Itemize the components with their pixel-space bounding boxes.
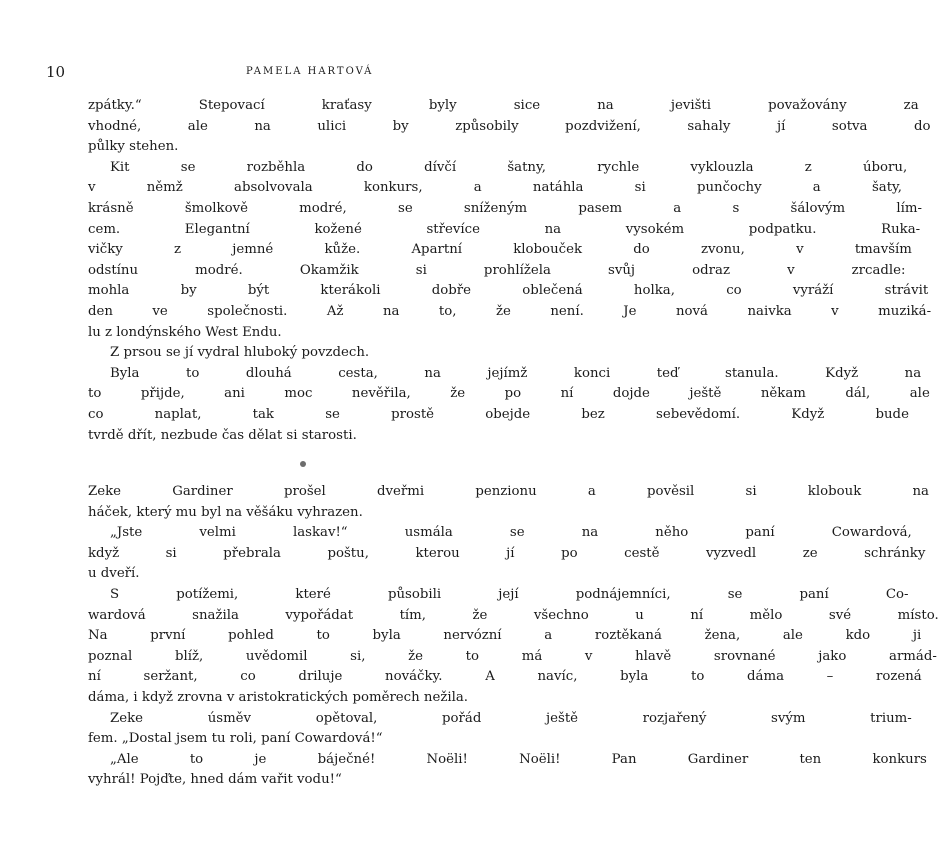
- text-line: zpátky.“ Stepovací kraťasy byly sice na jevišti považovány za: [88, 98, 919, 113]
- bullet-ornament-icon: [300, 461, 306, 467]
- text-line: „Jste velmi laskav!“ usmála se na něho paní Cowardová,: [110, 525, 912, 541]
- paragraph: [88, 482, 929, 523]
- running-head-author: PAMELA HARTOVÁ: [246, 66, 374, 77]
- text-line: den ve společnosti. Až na to, že není. Je nová naivka v muziká-: [88, 303, 932, 319]
- text-line: co naplat, tak se prostě obejde bez sebevědomí. Když bude: [88, 406, 909, 422]
- text-line: „Ale to je báječné! Noëli! Noëli! Pan Gardiner ten konkurs: [110, 751, 927, 767]
- text-line: dáma, i když zrovna v aristokratických poměrech nežila.: [88, 690, 469, 706]
- text-line: Z prsou se jí vydral hluboký povzdech.: [110, 345, 370, 361]
- paragraph: [88, 750, 927, 791]
- text-line: Kit se rozběhla do dívčí šatny, rychle vyklouzla z úboru,: [110, 159, 908, 175]
- text-line: wardová snažila vypořádat tím, že všechno u ní mělo své místo.: [88, 607, 939, 623]
- text-line: Zeke Gardiner prošel dveřmi penzionu a pověsil si klobouk na: [88, 484, 929, 500]
- section-break-ornament: [88, 446, 511, 482]
- page-header: [46, 62, 558, 82]
- paragraph: [88, 523, 926, 585]
- page-number: 10: [46, 63, 66, 81]
- text-line: u dveří.: [88, 566, 140, 582]
- section-two: [88, 482, 939, 791]
- text-line: to přijde, ani moc nevěřila, že po ní dojde ještě někam dál, ale: [88, 386, 930, 402]
- text-line: v němž absolvovala konkurs, a natáhla si punčochy a šaty,: [88, 180, 903, 196]
- paragraph: [88, 96, 931, 158]
- paragraph: [88, 158, 932, 343]
- text-line: S potížemi, které působili její podnájemníci, se paní Co-: [110, 587, 909, 603]
- text-line: vhodné, ale na ulici by způsobily pozdvižení, sahaly jí sotva do: [88, 118, 931, 134]
- body-text: [88, 96, 939, 791]
- text-line: Zeke úsměv opětoval, pořád ještě rozjařený svým trium-: [110, 710, 912, 726]
- text-line: háček, který mu byl na věšáku vyhrazen.: [88, 504, 363, 520]
- text-line: Na první pohled to byla nervózní a roztěkaná žena, ale kdo ji: [88, 628, 922, 644]
- text-line: když si přebrala poštu, kterou jí po cestě vyzvedl ze schránky: [88, 545, 926, 561]
- paragraph: [88, 364, 930, 446]
- paragraph: [88, 709, 912, 750]
- text-line: Byla to dlouhá cesta, na jejímž konci teď stanula. Když na: [110, 365, 922, 381]
- text-line: vyhrál! Pojďte, hned dám vařit vodu!“: [88, 772, 342, 788]
- paragraph: [88, 585, 939, 709]
- text-line: ní seržant, co driluje nováčky. A navíc, byla to dáma – rozená: [88, 669, 922, 685]
- text-line: cem. Elegantní kožené střevíce na vysokém podpatku. Ruka-: [88, 221, 921, 237]
- text-line: krásně šmolkově modré, se sníženým pasem a s šálovým lím-: [88, 200, 922, 216]
- text-line: lu z londýnského West Endu.: [88, 324, 282, 340]
- text-line: fem. „Dostal jsem tu roli, paní Cowardová!“: [88, 731, 383, 747]
- paragraph: [88, 343, 511, 364]
- text-line: tvrdě dřít, nezbude čas dělat si starosti.: [88, 427, 357, 443]
- section-one: [88, 96, 932, 446]
- text-line: poznal blíž, uvědomil si, že to má v hlavě srovnané jako armád-: [88, 648, 937, 664]
- text-line: vičky z jemné kůže. Apartní klobouček do zvonu, v tmavším: [88, 242, 912, 258]
- text-line: mohla by být kterákoli dobře oblečená holka, co vyráží strávit: [88, 283, 929, 299]
- text-line: odstínu modré. Okamžik si prohlížela svůj odraz v zrcadle:: [88, 262, 906, 278]
- text-line: půlky stehen.: [88, 139, 179, 155]
